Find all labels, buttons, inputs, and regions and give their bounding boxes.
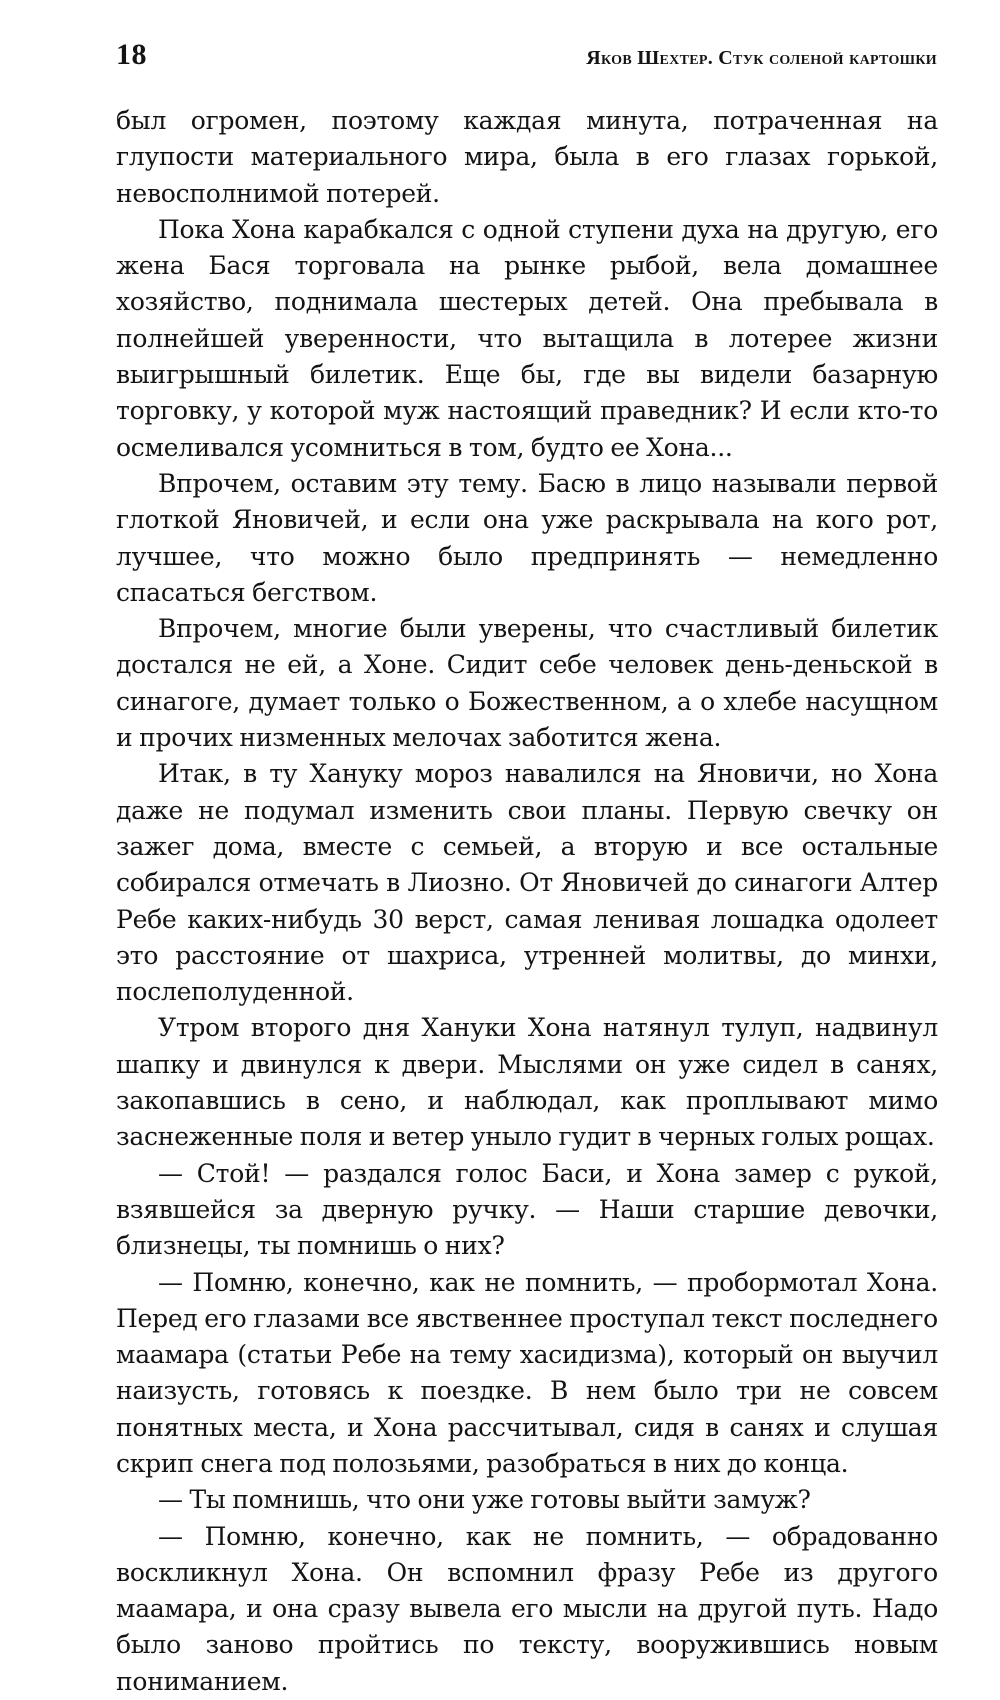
- page-header: [116, 38, 937, 78]
- paragraph: Итак, в ту Хануку мороз навалился на Яновичи, но Хона даже не подумал изменить свои планы. Первую свечку он зажег дома, вместе с семьей, а вторую и все остальные собирался отмечать в Лиозно. От Яновичей до синагоги Алтер Ребе каких-нибудь 30 верст, самая ленивая лошадка одолеет это расстояние от шахриса, утренней молитвы, до минхи, послеполуденной.: [116, 759, 938, 1007]
- dialogue-paragraph: — Стой! — раздался голос Баси, и Хона замер с рукой, взявшейся за дверную ручку. — Наши старшие девочки, близнецы, ты помнишь о них?: [116, 1158, 938, 1261]
- dialogue-paragraph: — Помню, конечно, как не помнить, — пробормотал Хона. Перед его глазами все явственнее проступал текст последнего маамара (статьи Ребе на тему хасидизма), который он выучил наизусть, готовясь к поездке. В нем было три не совсем понятных места, и Хона рассчитывал, сидя в санях и слушая скрип снега под полозьями, разобраться в них до конца.: [116, 1267, 938, 1478]
- paragraph: был огромен, поэтому каждая минута, потраченная на глупости материального мира, была в его глазах горькой, невосполнимой потерей.: [116, 106, 938, 208]
- paragraph: Впрочем, оставим эту тему. Басю в лицо называли первой глоткой Яновичей, и если она уже раскрывала на кого рот, лучшее, что можно было предпринять — немедленно спасаться бегством.: [116, 468, 938, 607]
- paragraph: Утром второго дня Хануки Хона натянул тулуп, надвинул шапку и двинулся к двери. Мыслями он уже сидел в санях, закопавшись в сено, и наблюдал, как проплывают мимо заснеженные поля и ветер уныло гудит в черных голых рощах.: [116, 1013, 938, 1152]
- dialogue-paragraph: — Помню, конечно, как не помнить, — обрадованно воскликнул Хона. Он вспомнил фразу Ребе из другого маамара, и она сразу вывела его мысли на другой путь. Надо было заново пройтись по тексту, вооружившись новым пониманием.: [116, 1521, 938, 1696]
- page-number: 18: [116, 38, 147, 71]
- paragraph: Пока Хона карабкался с одной ступени духа на другую, его жена Бася торговала на рынке рыбой, вела домашнее хозяйство, поднимала шестерых детей. Она пребывала в полнейшей уверенности, что вытащила в лотерее жизни выигрышный билетик. Еще бы, где вы видели базарную торговку, у которой муж настоящий праведник? И если кто-то осмеливался усомниться в том, будто ее Хона...: [116, 214, 938, 462]
- dialogue-paragraph: — Ты помнишь, что они уже готовы выйти замуж?: [158, 1485, 811, 1515]
- running-title: Яков Шехтер. Стук соленой картошки: [586, 47, 937, 69]
- paragraph: Впрочем, многие были уверены, что счастливый билетик достался не ей, а Хоне. Сидит себе человек день-деньской в синагоге, думает только о Божественном, а о хлебе насущном и прочих низменных мелочах заботится жена.: [116, 614, 938, 753]
- body-text: [116, 103, 938, 1700]
